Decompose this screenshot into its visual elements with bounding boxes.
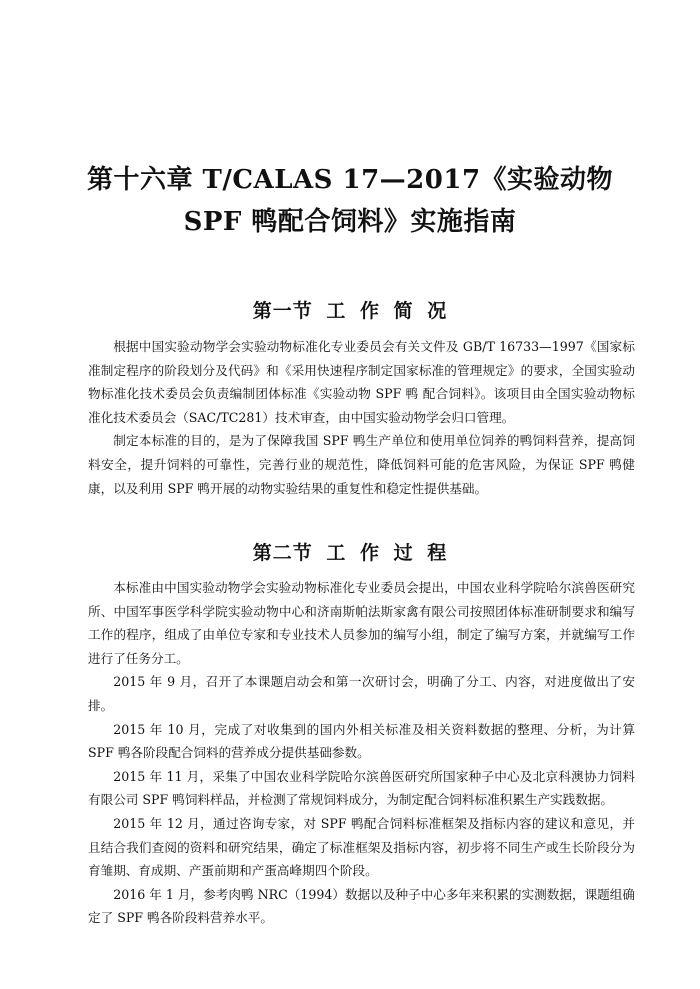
paragraph: 根据中国实验动物学会实验动物标准化专业委员会有关文件及 GB/T 16733—1997《国家标准制定程序的阶段划分及代码》和《采用快速程序制定国家标准的管理规定》的要求，全国实验动物标准化技术委员会负责编制团体标准《实验动物 SPF 鸭 配合饲料》。该项目由全国实验动物标准化技术委员会（SAC/TC281）技术审查，由中国实验动物学会归口管理。 <box>88 339 635 425</box>
paragraph: 制定本标准的目的，是为了保障我国 SPF 鸭生产单位和使用单位饲养的鸭饲料营养，提高饲料安全，提升饲料的可靠性，完善行业的规范性，降低饲料可能的危害风险，为保证 SPF 鸭健康，以及利用 SPF 鸭开展的动物实验结果的重复性和稳定性提供基础。 <box>88 433 635 496</box>
section-heading-work-process: 第二节 工 作 过 程 <box>252 542 448 564</box>
paragraph: 2015 年 11 月，采集了中国农业科学院哈尔滨兽医研究所国家种子中心及北京科澳协力饲料有限公司 SPF 鸭饲料样品，并检测了常规饲料成分，为制定配合饲料标准积累生产实践数据。 <box>88 768 635 808</box>
section-body-work-overview <box>88 335 635 500</box>
paragraph: 2015 年 12 月，通过咨询专家，对 SPF 鸭配合饲料标准框架及指标内容的建议和意见，并且结合我们查阅的资料和研究结果，确定了标准框架及指标内容，初步将不同生产或生长阶段分为育雏期、育成期、产蛋前期和产蛋高峰期四个阶段。 <box>88 815 635 879</box>
chapter-title-line-1: 第十六章 T/CALAS 17—2017《实验动物 <box>86 165 614 195</box>
paragraph: 2015 年 10 月，完成了对收集到的国内外相关标准及相关资料数据的整理、分析，为计算 SPF 鸭各阶段配合饲料的营养成分提供基础参数。 <box>88 721 635 761</box>
paragraph: 2016 年 1 月，参考肉鸭 NRC（1994）数据以及种子中心多年来积累的实测数据，课题组确定了 SPF 鸭各阶段料营养水平。 <box>88 886 635 926</box>
chapter-title-line-2: SPF 鸭配合饲料》实施指南 <box>183 207 517 237</box>
section-body-work-process <box>88 576 635 930</box>
paragraph: 2015 年 9 月，召开了本课题启动会和第一次研讨会，明确了分工、内容，对进度做出了安排。 <box>88 674 635 713</box>
paragraph: 本标准由中国实验动物学会实验动物标准化专业委员会提出，中国农业科学院哈尔滨兽医研究所、中国军事医学科学院实验动物中心和济南斯帕法斯家禽有限公司按照团体标准研制要求和编写工作的程序，组成了由单位专家和专业技术人员参加的编写小组，制定了编写方案，并就编写工作进行了任务分工。 <box>88 580 635 666</box>
section-heading-work-overview: 第一节 工 作 简 况 <box>252 300 448 322</box>
